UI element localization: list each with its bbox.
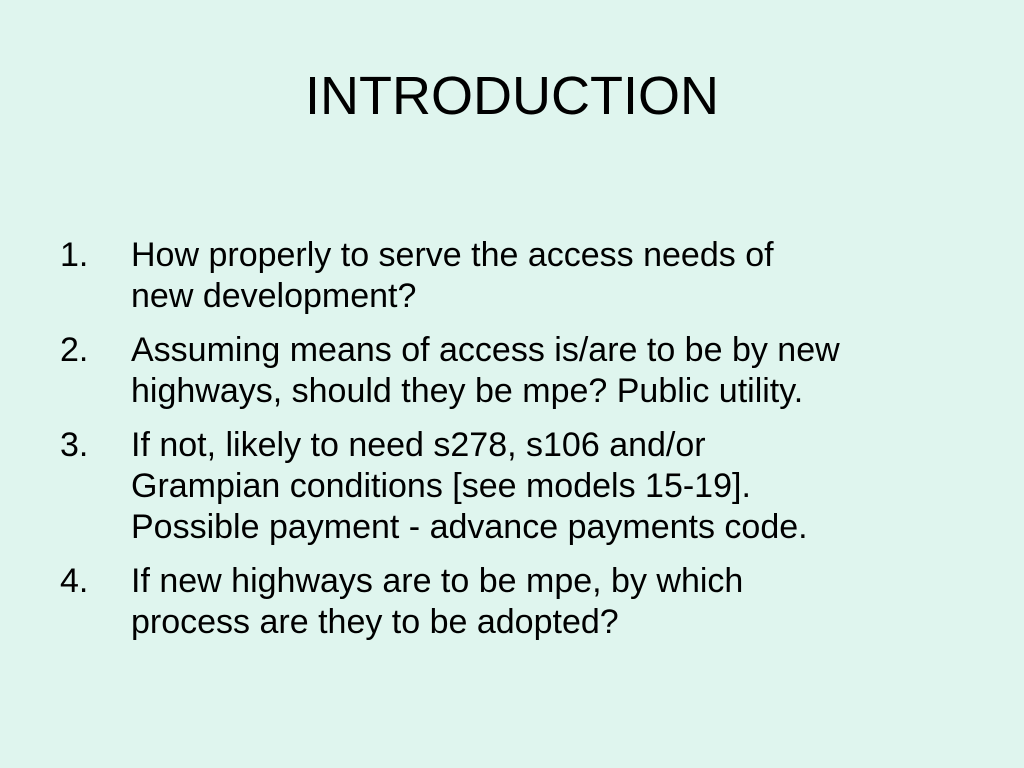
- list-item-line: new development?: [131, 277, 417, 315]
- list-item-number: 4.: [60, 562, 89, 600]
- list-item-line: How properly to serve the access needs of: [131, 236, 774, 274]
- list-item: [60, 561, 980, 643]
- list-item: [60, 425, 980, 548]
- list-item-text: [131, 425, 980, 548]
- list-item-text: [131, 330, 980, 412]
- list-item-text: [131, 561, 980, 643]
- list-item-line: Grampian conditions [see models 15-19].: [131, 467, 751, 505]
- list-item-number: 3.: [60, 426, 89, 464]
- list-item-line: Possible payment - advance payments code.: [131, 508, 808, 546]
- list-item: [60, 235, 980, 317]
- list-item-line: If not, likely to need s278, s106 and/or: [131, 426, 706, 464]
- list-item-text: [131, 235, 980, 317]
- list-item-number: 1.: [60, 236, 89, 274]
- list-item-line: Assuming means of access is/are to be by new: [131, 331, 840, 369]
- list-item-line: process are they to be adopted?: [131, 603, 619, 641]
- list-item-line: If new highways are to be mpe, by which: [131, 562, 744, 600]
- list-item-number: 2.: [60, 331, 89, 369]
- list-item: [60, 330, 980, 412]
- numbered-list: [60, 235, 980, 656]
- list-item-line: highways, should they be mpe? Public utility.: [131, 372, 804, 410]
- slide-title: INTRODUCTION: [305, 66, 719, 126]
